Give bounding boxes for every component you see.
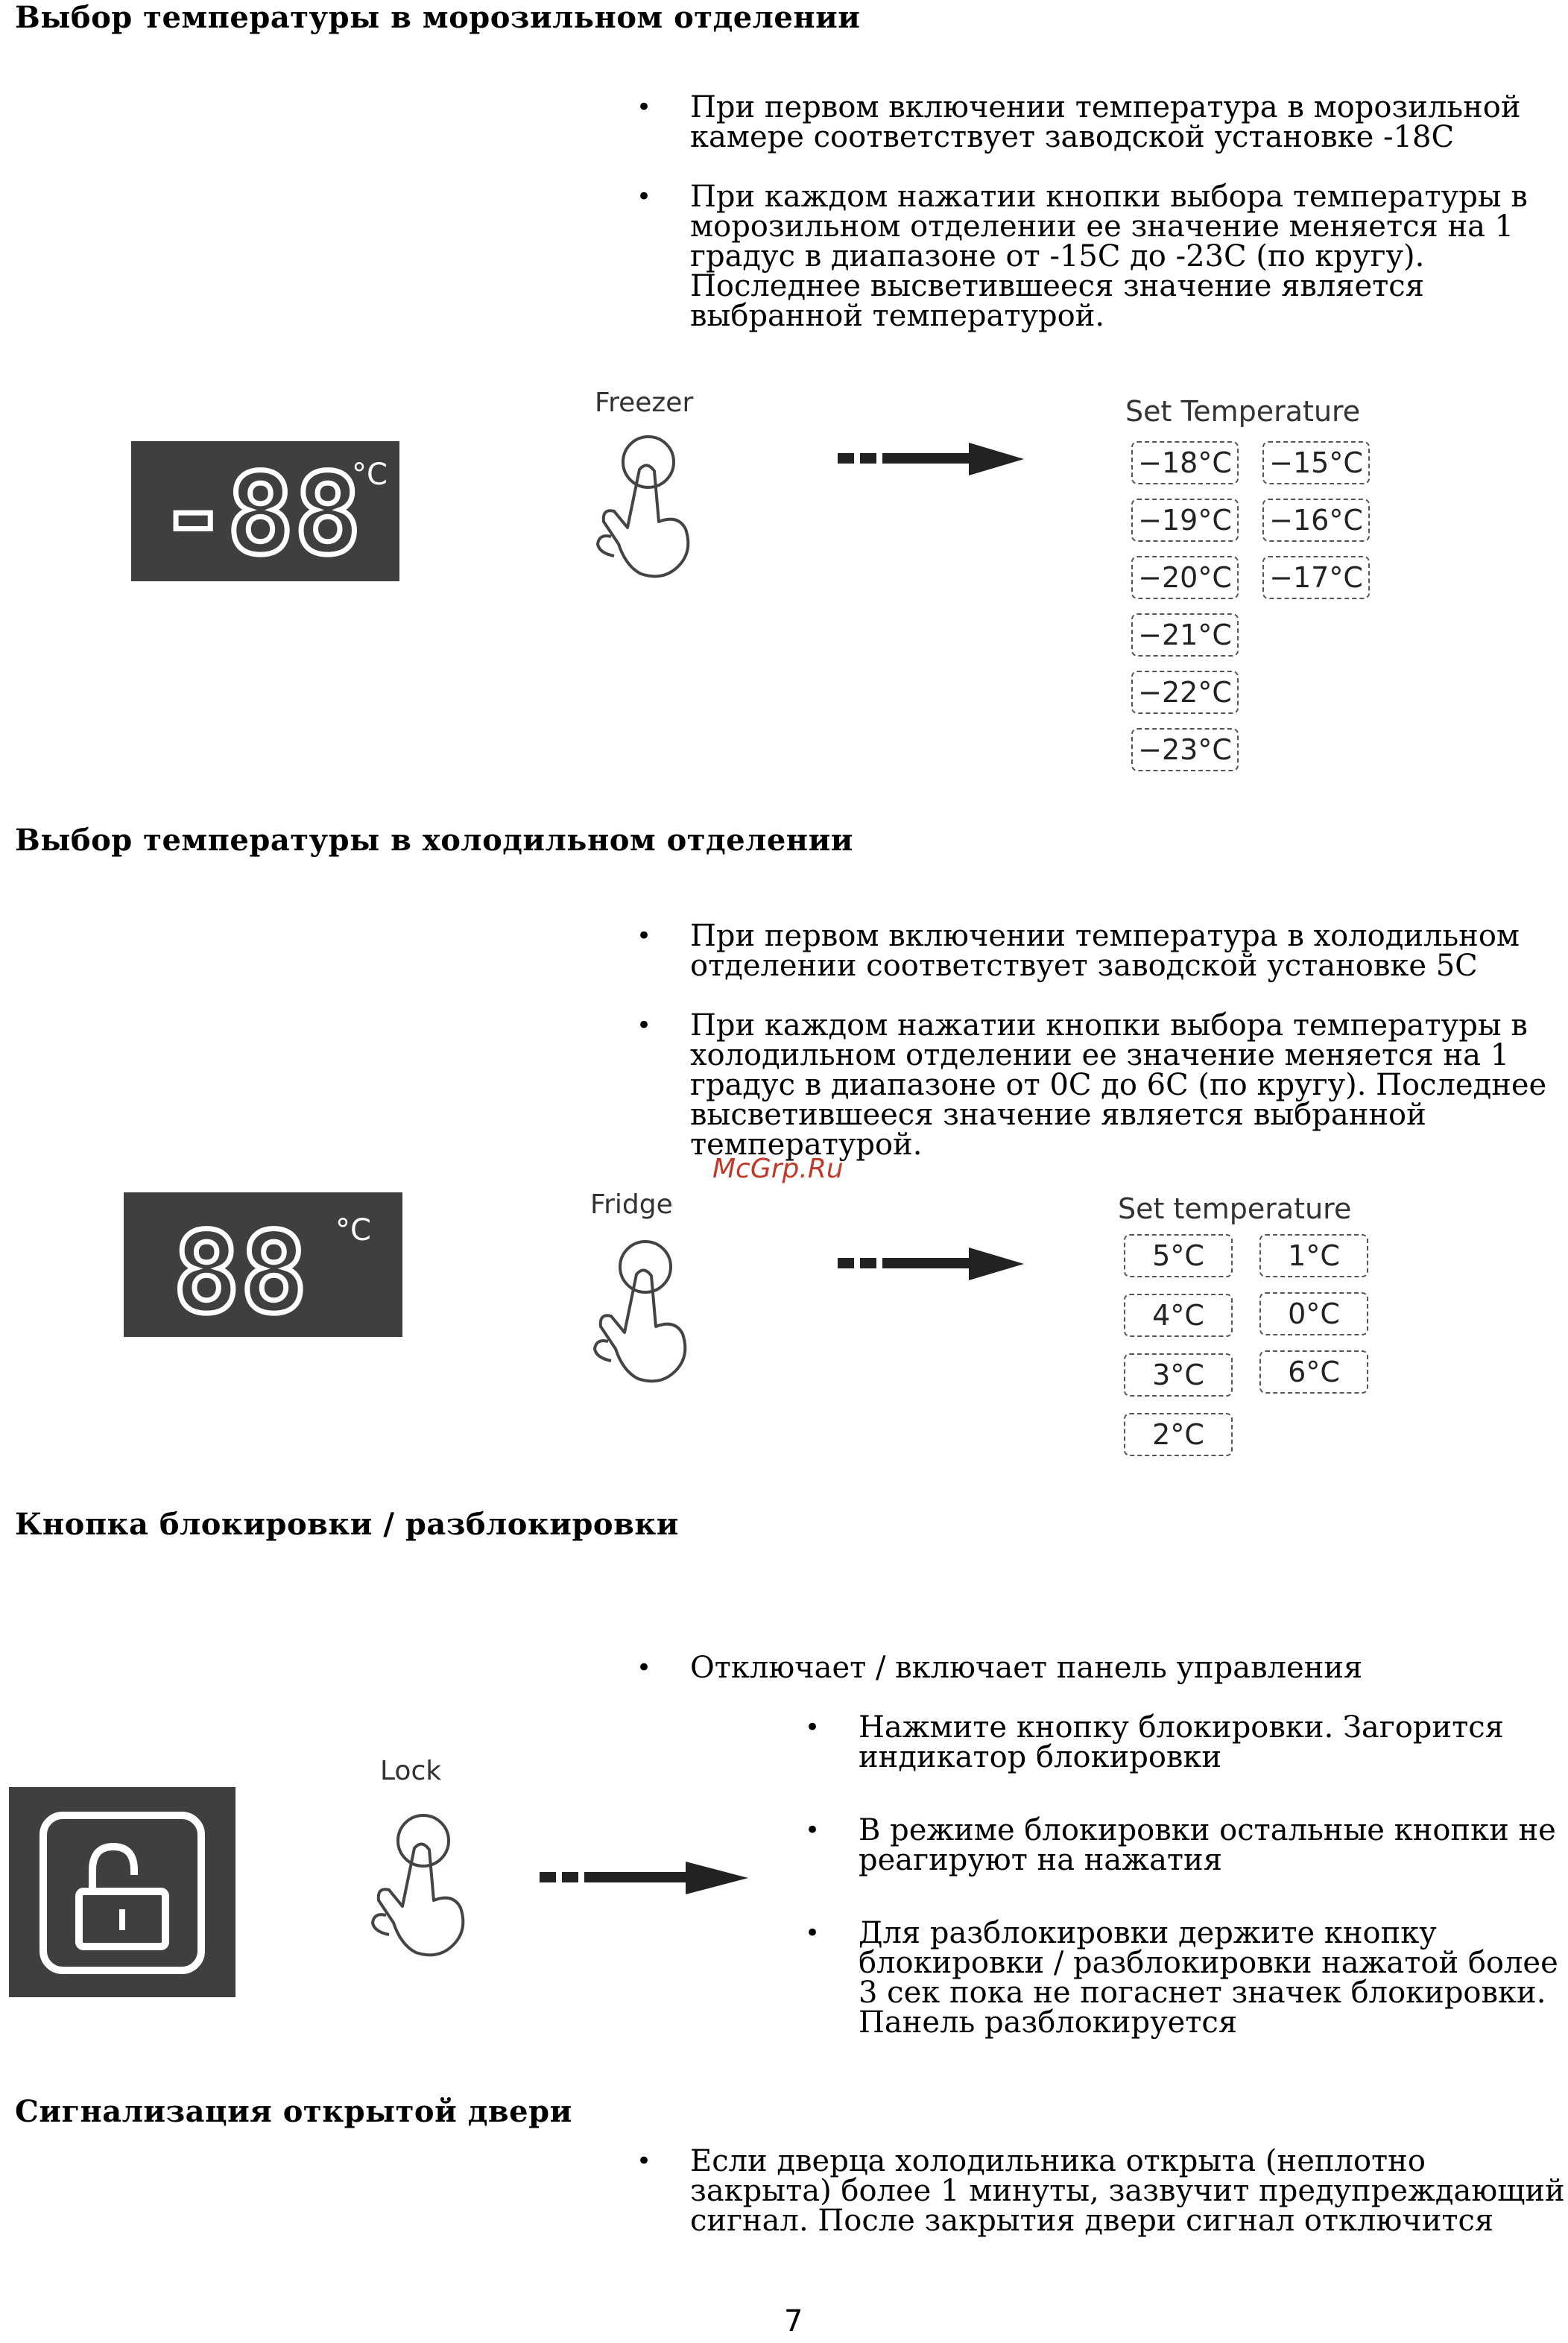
bullet-icon: • xyxy=(636,182,652,212)
segment-display-icon xyxy=(124,1192,402,1337)
fridge-arrow xyxy=(835,1246,1028,1286)
temp-option: −23°C xyxy=(1131,728,1239,771)
freezer-heading: Выбор температуры в морозильном отделении xyxy=(15,0,861,35)
bullet-icon: • xyxy=(636,92,652,122)
bullet-icon: • xyxy=(636,1011,652,1040)
arrow-right-icon xyxy=(835,1246,1028,1283)
lock-button[interactable] xyxy=(356,1803,475,1963)
freezer-arrow xyxy=(835,441,1028,481)
bullet-icon: • xyxy=(805,1815,821,1845)
list-item: • При каждом нажатии кнопки выбора температуры в морозильном отделении ее значение меняется на 1 градус в диапазоне от -15С до -23С (по кругу). Последнее высветившееся значение является выбранной температурой. xyxy=(636,180,1528,333)
freezer-display xyxy=(131,441,399,581)
temp-option: −18°C xyxy=(1131,441,1239,484)
lock-arrow xyxy=(537,1860,753,1900)
segment-display-icon xyxy=(131,441,399,581)
list-item: • Отключает / включает панель управления xyxy=(636,1651,1363,1685)
fridge-button[interactable] xyxy=(578,1230,698,1389)
lock-sub-bullets xyxy=(805,1710,1567,2040)
fridge-bullets xyxy=(636,919,1568,1162)
list-item: • При первом включении температура в холодильном отделении соответствует заводской установке 5С xyxy=(636,919,1520,983)
bullet-icon: • xyxy=(805,1918,821,1948)
temp-option: 0°C xyxy=(1259,1292,1368,1335)
temp-option: −15°C xyxy=(1262,441,1370,484)
temp-option: −22°C xyxy=(1131,671,1239,714)
temp-option: −21°C xyxy=(1131,613,1239,657)
temp-option: −17°C xyxy=(1262,556,1370,599)
display-digits: -88 xyxy=(159,450,361,580)
list-item: • В режиме блокировки остальные кнопки не реагируют на нажатия xyxy=(805,1813,1556,1877)
list-item: • Если дверца холодильника открыта (неплотно закрыта) более 1 минуты, зазвучит предупреждающий сигнал. После закрытия двери сигнал отключится xyxy=(636,2144,1565,2238)
display-digits: 88 xyxy=(173,1209,308,1337)
temp-option: 2°C xyxy=(1124,1413,1233,1456)
temp-option: 6°C xyxy=(1259,1350,1368,1394)
hand-press-icon xyxy=(581,425,701,581)
bullet-icon: • xyxy=(636,1653,652,1683)
temp-option: 1°C xyxy=(1259,1234,1368,1277)
fridge-button-label: Fridge xyxy=(590,1189,673,1220)
arrow-right-icon xyxy=(537,1860,753,1897)
lock-heading: Кнопка блокировки / разблокировки xyxy=(15,1507,679,1542)
lock-bullets xyxy=(636,1651,1568,1685)
freezer-button-label: Freezer xyxy=(595,388,694,418)
lock-button-label: Lock xyxy=(380,1756,442,1786)
door-bullets xyxy=(636,2144,1568,2238)
fridge-display xyxy=(124,1192,402,1337)
list-item: • При первом включении температура в морозильной камере соответствует заводской установке -18С xyxy=(636,90,1521,154)
bullet-icon: • xyxy=(636,921,652,951)
temp-option: −20°C xyxy=(1131,556,1239,599)
temp-option: −19°C xyxy=(1131,499,1239,542)
list-item: • Для разблокировки держите кнопку блокировки / разблокировки нажатой более 3 сек пока не погаснет значек блокировки. Панель разблокируется xyxy=(805,1916,1558,2040)
display-unit: °C xyxy=(335,1213,371,1248)
fridge-set-title: Set temperature xyxy=(1118,1192,1352,1225)
temp-option: 3°C xyxy=(1124,1353,1233,1397)
bullet-icon: • xyxy=(636,2146,652,2176)
temp-option: 5°C xyxy=(1124,1234,1233,1277)
freezer-bullets xyxy=(636,90,1568,333)
list-item: • При каждом нажатии кнопки выбора температуры в холодильном отделении ее значение меняется на 1 градус в диапазоне от 0С до 6С (по кругу). Последнее высветившееся значение является выбранной температурой. xyxy=(636,1008,1547,1162)
temp-option: 4°C xyxy=(1124,1294,1233,1337)
watermark: McGrp.Ru xyxy=(712,1154,844,1184)
unlock-icon xyxy=(9,1787,235,1997)
arrow-right-icon xyxy=(835,441,1028,478)
display-unit: °C xyxy=(352,458,388,492)
hand-press-icon xyxy=(356,1803,475,1960)
fridge-heading: Выбор температуры в холодильном отделении xyxy=(15,823,853,858)
freezer-set-title: Set Temperature xyxy=(1125,395,1361,428)
page-number: 7 xyxy=(784,2304,803,2339)
lock-display xyxy=(9,1787,235,1997)
freezer-button[interactable] xyxy=(581,425,701,584)
list-item: • Нажмите кнопку блокировки. Загорится индикатор блокировки xyxy=(805,1710,1504,1774)
bullet-icon: • xyxy=(805,1713,821,1742)
door-heading: Сигнализация открытой двери xyxy=(15,2094,572,2129)
hand-press-icon xyxy=(578,1230,698,1386)
temp-option: −16°C xyxy=(1262,499,1370,542)
